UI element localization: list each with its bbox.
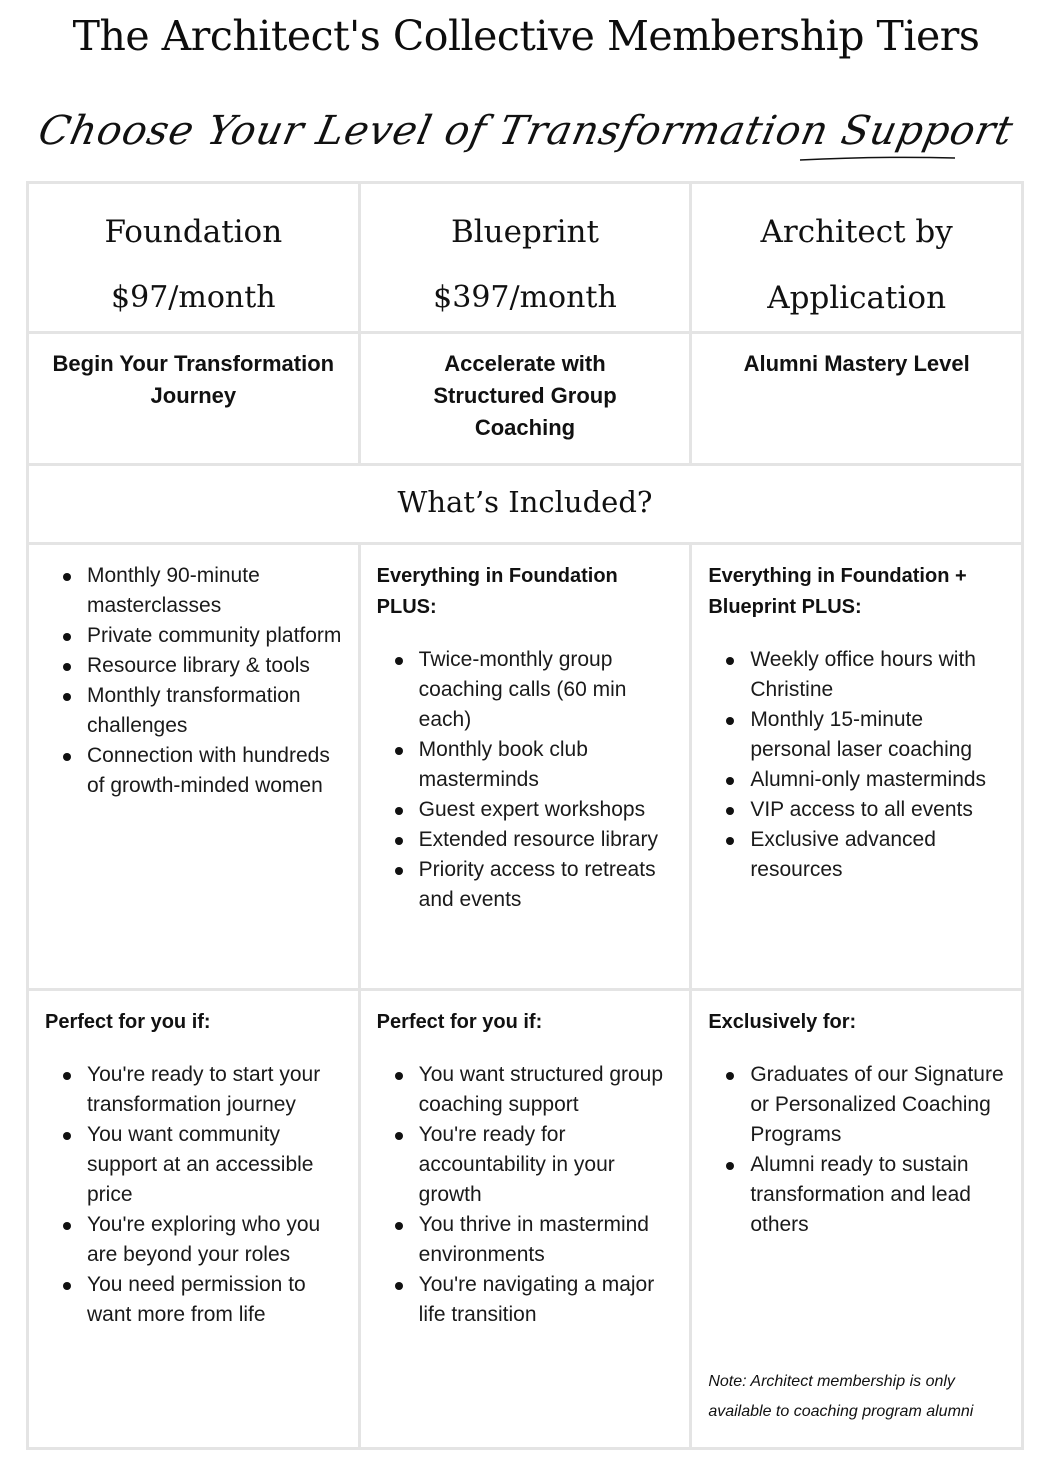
tier-price: $97/month [111,280,276,315]
list-item: You need permission to want more from life [45,1270,346,1330]
list-item: VIP access to all events [708,795,1009,825]
membership-tiers-table [26,181,1024,1450]
criteria-list [708,1060,1009,1240]
criteria-list [377,1060,678,1330]
included-heading: What’s Included? [397,485,653,519]
criteria-cell-foundation [28,990,360,1449]
list-item: You're ready for accountability in your growth [377,1120,678,1210]
list-item: You're navigating a major life transition [377,1270,678,1330]
tagline-cell-blueprint [359,333,691,465]
list-item: Weekly office hours with Christine [708,645,1009,705]
alumni-note: Note: Architect membership is only available to coaching program alumni [708,1373,974,1420]
list-item: Monthly 90-minute masterclasses [45,561,346,621]
tier-tagline: Accelerate with Structured Group Coaching [433,351,617,440]
list-item: Resource library & tools [45,651,346,681]
tier-header-architect [691,183,1023,333]
features-lead: Everything in Foundation PLUS: [376,565,618,618]
tier-header-blueprint [359,183,691,333]
tier-name: Architect by Application [760,214,953,316]
criteria-cell-architect [691,990,1023,1449]
tier-name: Blueprint [450,214,599,250]
features-row [28,544,1023,990]
tier-tagline-row [28,333,1023,465]
list-item: You want community support at an accessible price [45,1120,346,1210]
list-item: Monthly transformation challenges [45,681,346,741]
list-item: Exclusive advanced resources [708,825,1009,885]
list-item: Graduates of our Signature or Personalized Coaching Programs [708,1060,1009,1150]
list-item: Connection with hundreds of growth-minded women [45,741,346,801]
list-item: You're exploring who you are beyond your roles [45,1210,346,1270]
tier-tagline: Alumni Mastery Level [743,351,970,376]
list-item: Monthly 15-minute personal laser coaching [708,705,1009,765]
list-item: Extended resource library [377,825,678,855]
list-item: Twice-monthly group coaching calls (60 min each) [377,645,678,735]
criteria-lead: Perfect for you if: [376,1011,543,1033]
list-item: You thrive in mastermind environments [377,1210,678,1270]
criteria-lead: Perfect for you if: [45,1011,211,1033]
criteria-list [45,1060,346,1330]
feature-list [377,645,678,915]
features-cell-architect [691,544,1023,990]
tier-header-row [28,183,1023,333]
tagline-cell-architect [691,333,1023,465]
features-cell-foundation [28,544,360,990]
criteria-cell-blueprint [359,990,691,1449]
list-item: You want structured group coaching support [377,1060,678,1120]
page-title: The Architect's Collective Membership Tiers [72,12,980,60]
criteria-lead: Exclusively for: [708,1011,857,1033]
list-item: Monthly book club masterminds [377,735,678,795]
list-item: Alumni ready to sustain transformation and lead others [708,1150,1009,1240]
list-item: Private community platform [45,621,346,651]
tier-tagline: Begin Your Transformation Journey [52,351,335,408]
features-cell-blueprint [359,544,691,990]
list-item: Priority access to retreats and events [377,855,678,915]
tier-price: $397/month [433,280,617,315]
feature-list [708,645,1009,885]
page-subtitle: Choose Your Level of Transformation Support [34,108,1018,154]
tagline-cell-foundation [28,333,360,465]
subtitle-flourish [120,154,960,168]
tier-header-foundation [28,183,360,333]
criteria-row [28,990,1023,1449]
included-heading-row [28,465,1023,544]
feature-list [45,561,346,801]
tier-name: Foundation [104,214,283,250]
list-item: You're ready to start your transformation journey [45,1060,346,1120]
features-lead: Everything in Foundation + Blueprint PLUS: [708,565,967,618]
included-heading-cell [28,465,1023,544]
list-item: Guest expert workshops [377,795,678,825]
list-item: Alumni-only masterminds [708,765,1009,795]
